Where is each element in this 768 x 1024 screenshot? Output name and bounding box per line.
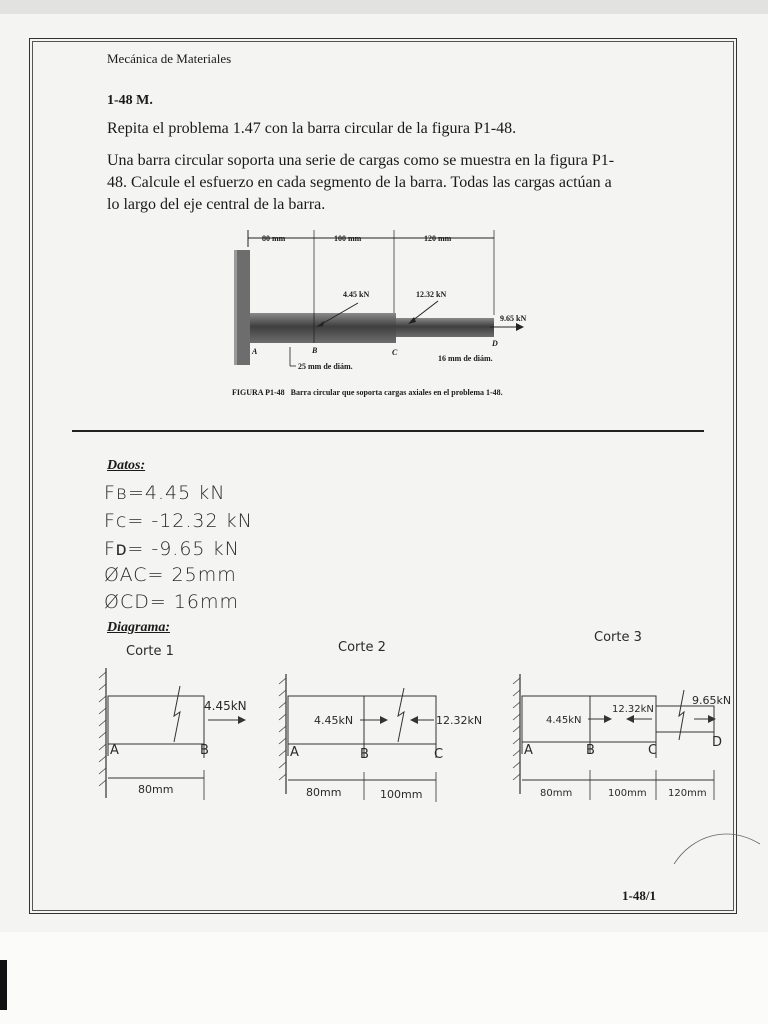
cut-1-title: Corte 1: [126, 644, 174, 659]
cut-2-point-c: C: [434, 747, 444, 762]
problem-repeat-line: Repita el problema 1.47 con la barra circular de la figura P1-48.: [107, 120, 517, 137]
cut-3-diagram: [508, 624, 748, 804]
cut-3-dim-2: 100mm: [608, 788, 647, 799]
dato-fb: Fʙ=4.45 kN: [104, 482, 226, 504]
dato-diam-ac: ØAC= 25mm: [104, 564, 237, 586]
cut-2-point-b: B: [360, 747, 369, 762]
figure-caption: [232, 388, 532, 398]
cut-1-bar: [108, 696, 204, 744]
cut-3-load-3: 9.65kN: [692, 694, 732, 707]
cut-2-load-1: 4.45kN: [314, 714, 354, 727]
load-label-c: 12.32 kN: [416, 290, 447, 299]
cut-1-point-b: B: [200, 743, 209, 758]
page-number: 1-48/1: [622, 888, 656, 903]
statement-line: Una barra circular soporta una serie de cargas como se muestra en la figura P1-: [107, 152, 615, 169]
cut-3-dim-3: 120mm: [668, 788, 707, 799]
dim-label-bc: 100 mm: [334, 234, 362, 243]
diagrama-heading: Diagrama:: [107, 620, 170, 635]
statement-line: lo largo del eje central de la barra.: [107, 196, 326, 213]
datos-heading: Datos:: [107, 458, 146, 473]
scan-edge-mark: [0, 960, 7, 1010]
diameter-cd-label: 16 mm de diám.: [438, 354, 493, 363]
cut-1-load: 4.45kN: [204, 699, 247, 713]
scan-artifact-curve: [672, 822, 762, 872]
cut-3-load-1: 4.45kN: [546, 715, 582, 726]
point-a: A: [252, 347, 258, 356]
dato-fd: Fᴅ= -9.65 kN: [104, 538, 240, 560]
cut-1-dim: 80mm: [138, 783, 174, 796]
problem-number: 1-48 M.: [107, 93, 153, 108]
dato-diam-cd: ØCD= 16mm: [104, 591, 240, 613]
cut-2-dim-1: 80mm: [306, 786, 342, 799]
cut-3-title: Corte 3: [594, 630, 642, 645]
statement-line: 48. Calcule el esfuerzo en cada segmento de la barra. Todas las cargas actúan a: [107, 174, 612, 191]
cut-2-diagram: [276, 634, 506, 804]
dim-label-cd: 120 mm: [424, 234, 452, 243]
diameter-ac-label: 25 mm de diám.: [298, 362, 353, 371]
load-label-d: 9.65 kN: [500, 314, 527, 323]
problem-statement: [107, 150, 677, 216]
section-divider: [72, 430, 704, 432]
fixed-wall: [236, 250, 250, 365]
cut-1-diagram: [96, 638, 276, 808]
cut-3-point-a: A: [524, 743, 533, 758]
caption-label: FIGURA P1-48: [232, 388, 285, 397]
cut-3-point-c: C: [648, 743, 658, 758]
cut-3-dim-1: 80mm: [540, 788, 573, 799]
point-d: D: [492, 339, 498, 348]
point-b: B: [312, 346, 318, 355]
scan-bottom-margin: [0, 932, 768, 1024]
point-c: C: [392, 348, 398, 357]
cut-1-point-a: A: [110, 743, 119, 758]
figure-p1-48: [228, 225, 548, 385]
bar-segment-ac: [250, 313, 396, 343]
course-title: Mecánica de Materiales: [107, 51, 232, 66]
cut-2-dim-2: 100mm: [380, 788, 423, 801]
cut-3-point-b: B: [586, 743, 595, 758]
cut-2-title: Corte 2: [338, 640, 386, 655]
cut-3-point-d: D: [712, 735, 723, 750]
load-label-b: 4.45 kN: [343, 290, 370, 299]
dim-label-ab: 80 mm: [262, 234, 286, 243]
cut-2-point-a: A: [290, 745, 299, 760]
scan-top-shadow: [0, 0, 768, 14]
cut-3-load-2: 12.32kN: [612, 704, 654, 715]
caption-text: Barra circular que soporta cargas axiales en el problema 1-48.: [290, 388, 503, 397]
cut-2-load-2: 12.32kN: [436, 714, 483, 727]
dato-fc: Fc= -12.32 kN: [104, 510, 253, 532]
